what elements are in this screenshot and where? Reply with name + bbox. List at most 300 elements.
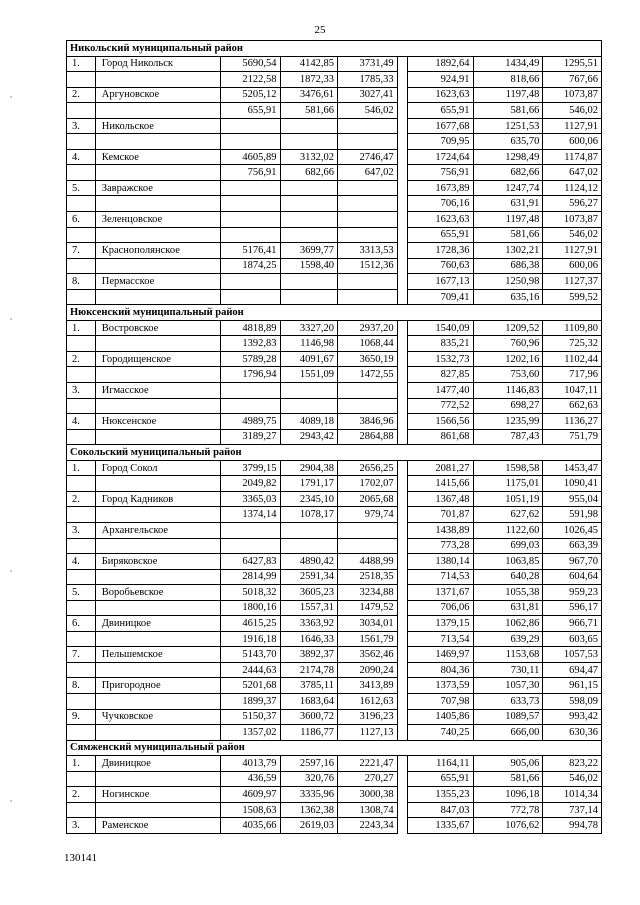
value-cell: 1055,38 bbox=[473, 585, 543, 601]
value-cell: 706,16 bbox=[407, 196, 473, 212]
value-cell: 772,52 bbox=[407, 398, 473, 414]
value-cell: 3600,72 bbox=[280, 709, 337, 725]
settlement-name: Кемское bbox=[95, 149, 220, 165]
column-gap bbox=[397, 491, 407, 507]
row-number bbox=[67, 429, 96, 445]
value-cell: 3365,03 bbox=[220, 491, 280, 507]
row-number: 1. bbox=[67, 56, 96, 72]
value-cell: 1355,23 bbox=[407, 787, 473, 803]
row-number bbox=[67, 289, 96, 305]
row-number bbox=[67, 134, 96, 150]
settlement-name: Аргуновское bbox=[95, 87, 220, 103]
value-cell: 599,52 bbox=[543, 289, 602, 305]
value-cell: 823,22 bbox=[543, 756, 602, 772]
settlement-name: Краснополянское bbox=[95, 243, 220, 259]
row-number: 5. bbox=[67, 180, 96, 196]
value-cell: 581,66 bbox=[280, 103, 337, 119]
row-number bbox=[67, 103, 96, 119]
table-row bbox=[67, 289, 602, 305]
value-cell: 994,78 bbox=[543, 818, 602, 834]
table-row bbox=[67, 662, 602, 678]
settlement-name bbox=[95, 476, 220, 492]
value-cell: 2904,38 bbox=[280, 460, 337, 476]
value-cell: 4488,99 bbox=[338, 554, 398, 570]
value-cell bbox=[220, 180, 280, 196]
table-row bbox=[67, 491, 602, 507]
settlement-name bbox=[95, 569, 220, 585]
column-gap bbox=[397, 507, 407, 523]
value-cell: 773,28 bbox=[407, 538, 473, 554]
row-number: 1. bbox=[67, 756, 96, 772]
table-row bbox=[67, 678, 602, 694]
value-cell: 1415,66 bbox=[407, 476, 473, 492]
table-row bbox=[67, 398, 602, 414]
value-cell: 1392,83 bbox=[220, 336, 280, 352]
value-cell: 581,66 bbox=[473, 771, 543, 787]
value-cell bbox=[338, 118, 398, 134]
value-cell: 5143,70 bbox=[220, 647, 280, 663]
value-cell: 1096,18 bbox=[473, 787, 543, 803]
table-row bbox=[67, 336, 602, 352]
column-gap bbox=[397, 274, 407, 290]
column-gap bbox=[397, 522, 407, 538]
settlement-name bbox=[95, 600, 220, 616]
value-cell: 682,66 bbox=[473, 165, 543, 181]
value-cell: 1122,60 bbox=[473, 522, 543, 538]
value-cell: 546,02 bbox=[338, 103, 398, 119]
value-cell: 1683,64 bbox=[280, 693, 337, 709]
table-row bbox=[67, 756, 602, 772]
value-cell: 753,60 bbox=[473, 367, 543, 383]
value-cell: 2345,10 bbox=[280, 491, 337, 507]
value-cell: 1728,36 bbox=[407, 243, 473, 259]
value-cell: 714,53 bbox=[407, 569, 473, 585]
value-cell: 1073,87 bbox=[543, 87, 602, 103]
value-cell: 603,65 bbox=[543, 631, 602, 647]
settlement-name: Город Никольск bbox=[95, 56, 220, 72]
row-number: 6. bbox=[67, 212, 96, 228]
value-cell: 1724,64 bbox=[407, 149, 473, 165]
value-cell: 4035,66 bbox=[220, 818, 280, 834]
value-cell: 5176,41 bbox=[220, 243, 280, 259]
value-cell: 818,66 bbox=[473, 72, 543, 88]
value-cell: 725,32 bbox=[543, 336, 602, 352]
value-cell: 596,27 bbox=[543, 196, 602, 212]
settlement-name: Зеленцовское bbox=[95, 212, 220, 228]
value-cell: 3892,37 bbox=[280, 647, 337, 663]
value-cell: 4142,85 bbox=[280, 56, 337, 72]
column-gap bbox=[397, 414, 407, 430]
value-cell: 737,14 bbox=[543, 802, 602, 818]
column-gap bbox=[397, 678, 407, 694]
table-row bbox=[67, 522, 602, 538]
value-cell: 5205,12 bbox=[220, 87, 280, 103]
table-row bbox=[67, 569, 602, 585]
value-cell: 655,91 bbox=[407, 103, 473, 119]
value-cell: 1557,31 bbox=[280, 600, 337, 616]
value-cell: 1472,55 bbox=[338, 367, 398, 383]
value-cell: 804,36 bbox=[407, 662, 473, 678]
value-cell: 682,66 bbox=[280, 165, 337, 181]
value-cell bbox=[338, 180, 398, 196]
row-number bbox=[67, 165, 96, 181]
row-number bbox=[67, 196, 96, 212]
district-header-row bbox=[67, 41, 602, 57]
value-cell: 1532,73 bbox=[407, 351, 473, 367]
value-cell: 717,96 bbox=[543, 367, 602, 383]
row-number: 3. bbox=[67, 118, 96, 134]
value-cell: 861,68 bbox=[407, 429, 473, 445]
value-cell: 3327,20 bbox=[280, 320, 337, 336]
table-row bbox=[67, 787, 602, 803]
value-cell: 1677,13 bbox=[407, 274, 473, 290]
settlement-name: Завражское bbox=[95, 180, 220, 196]
table-row bbox=[67, 554, 602, 570]
value-cell: 1551,09 bbox=[280, 367, 337, 383]
value-cell: 633,73 bbox=[473, 693, 543, 709]
column-gap bbox=[397, 196, 407, 212]
value-cell: 1251,53 bbox=[473, 118, 543, 134]
settlement-name bbox=[95, 103, 220, 119]
value-cell: 2518,35 bbox=[338, 569, 398, 585]
scan-mark bbox=[10, 800, 12, 802]
value-cell: 546,02 bbox=[543, 771, 602, 787]
row-number: 9. bbox=[67, 709, 96, 725]
value-cell: 2597,16 bbox=[280, 756, 337, 772]
value-cell: 979,74 bbox=[338, 507, 398, 523]
value-cell: 630,36 bbox=[543, 725, 602, 741]
column-gap bbox=[397, 165, 407, 181]
value-cell: 1197,48 bbox=[473, 212, 543, 228]
column-gap bbox=[397, 725, 407, 741]
column-gap bbox=[397, 87, 407, 103]
value-cell: 2656,25 bbox=[338, 460, 398, 476]
row-number: 4. bbox=[67, 149, 96, 165]
column-gap bbox=[397, 429, 407, 445]
table-row bbox=[67, 693, 602, 709]
value-cell: 3196,23 bbox=[338, 709, 398, 725]
settlement-name bbox=[95, 134, 220, 150]
value-cell: 647,02 bbox=[338, 165, 398, 181]
settlement-name bbox=[95, 802, 220, 818]
value-cell bbox=[280, 522, 337, 538]
value-cell: 1646,33 bbox=[280, 631, 337, 647]
column-gap bbox=[397, 771, 407, 787]
table-row bbox=[67, 72, 602, 88]
value-cell: 3000,38 bbox=[338, 787, 398, 803]
value-cell: 3799,15 bbox=[220, 460, 280, 476]
value-cell: 1357,02 bbox=[220, 725, 280, 741]
value-cell: 2746,47 bbox=[338, 149, 398, 165]
value-cell: 1453,47 bbox=[543, 460, 602, 476]
table-row bbox=[67, 165, 602, 181]
value-cell: 3027,41 bbox=[338, 87, 398, 103]
value-cell bbox=[338, 274, 398, 290]
value-cell: 2081,27 bbox=[407, 460, 473, 476]
column-gap bbox=[397, 460, 407, 476]
value-cell bbox=[338, 289, 398, 305]
column-gap bbox=[397, 616, 407, 632]
value-cell: 1068,44 bbox=[338, 336, 398, 352]
value-cell: 1540,09 bbox=[407, 320, 473, 336]
value-cell: 3335,96 bbox=[280, 787, 337, 803]
value-cell: 2814,99 bbox=[220, 569, 280, 585]
column-gap bbox=[397, 351, 407, 367]
value-cell: 320,76 bbox=[280, 771, 337, 787]
value-cell: 924,91 bbox=[407, 72, 473, 88]
column-gap bbox=[397, 818, 407, 834]
value-cell: 709,95 bbox=[407, 134, 473, 150]
value-cell: 546,02 bbox=[543, 103, 602, 119]
document-code: 130141 bbox=[64, 852, 97, 864]
settlement-name: Двиницкое bbox=[95, 616, 220, 632]
column-gap bbox=[397, 709, 407, 725]
value-cell: 694,47 bbox=[543, 662, 602, 678]
value-cell: 1872,33 bbox=[280, 72, 337, 88]
value-cell: 756,91 bbox=[407, 165, 473, 181]
value-cell: 1127,91 bbox=[543, 118, 602, 134]
row-number bbox=[67, 662, 96, 678]
value-cell: 4605,89 bbox=[220, 149, 280, 165]
value-cell: 967,70 bbox=[543, 554, 602, 570]
value-cell: 760,96 bbox=[473, 336, 543, 352]
value-cell: 1124,12 bbox=[543, 180, 602, 196]
settlement-name bbox=[95, 367, 220, 383]
column-gap bbox=[397, 212, 407, 228]
value-cell: 635,16 bbox=[473, 289, 543, 305]
value-cell: 1146,83 bbox=[473, 383, 543, 399]
settlement-name bbox=[95, 771, 220, 787]
row-number bbox=[67, 631, 96, 647]
value-cell: 1089,57 bbox=[473, 709, 543, 725]
table-row bbox=[67, 103, 602, 119]
value-cell: 701,87 bbox=[407, 507, 473, 523]
table-row bbox=[67, 802, 602, 818]
settlement-name bbox=[95, 196, 220, 212]
value-cell: 1916,18 bbox=[220, 631, 280, 647]
value-cell: 1367,48 bbox=[407, 491, 473, 507]
value-cell: 4989,75 bbox=[220, 414, 280, 430]
value-cell bbox=[220, 289, 280, 305]
value-cell: 1109,80 bbox=[543, 320, 602, 336]
value-cell: 1791,17 bbox=[280, 476, 337, 492]
settlement-name: Нюксенское bbox=[95, 414, 220, 430]
value-cell: 1612,63 bbox=[338, 693, 398, 709]
row-number: 8. bbox=[67, 678, 96, 694]
table-row bbox=[67, 383, 602, 399]
value-cell: 1174,87 bbox=[543, 149, 602, 165]
column-gap bbox=[397, 600, 407, 616]
value-cell: 3363,92 bbox=[280, 616, 337, 632]
table-row bbox=[67, 585, 602, 601]
value-cell: 2243,34 bbox=[338, 818, 398, 834]
row-number bbox=[67, 538, 96, 554]
value-cell: 1197,48 bbox=[473, 87, 543, 103]
value-cell: 1078,17 bbox=[280, 507, 337, 523]
value-cell: 3034,01 bbox=[338, 616, 398, 632]
settlement-name: Город Сокол bbox=[95, 460, 220, 476]
settlement-name: Чучковское bbox=[95, 709, 220, 725]
value-cell: 3476,61 bbox=[280, 87, 337, 103]
scan-mark bbox=[10, 570, 12, 572]
value-cell: 1380,14 bbox=[407, 554, 473, 570]
row-number bbox=[67, 367, 96, 383]
value-cell: 1073,87 bbox=[543, 212, 602, 228]
value-cell: 4089,18 bbox=[280, 414, 337, 430]
row-number bbox=[67, 398, 96, 414]
value-cell: 3731,49 bbox=[338, 56, 398, 72]
value-cell: 1302,21 bbox=[473, 243, 543, 259]
row-number: 6. bbox=[67, 616, 96, 632]
value-cell: 1057,30 bbox=[473, 678, 543, 694]
table-row bbox=[67, 460, 602, 476]
value-cell: 604,64 bbox=[543, 569, 602, 585]
settlement-name: Игмасское bbox=[95, 383, 220, 399]
column-gap bbox=[397, 149, 407, 165]
column-gap bbox=[397, 756, 407, 772]
value-cell: 1785,33 bbox=[338, 72, 398, 88]
settlement-name: Востровское bbox=[95, 320, 220, 336]
settlement-name: Архангельское bbox=[95, 522, 220, 538]
table-row bbox=[67, 647, 602, 663]
value-cell: 707,98 bbox=[407, 693, 473, 709]
row-number: 2. bbox=[67, 87, 96, 103]
value-cell: 1379,15 bbox=[407, 616, 473, 632]
settlement-name: Город Кадников bbox=[95, 491, 220, 507]
column-gap bbox=[397, 585, 407, 601]
value-cell: 270,27 bbox=[338, 771, 398, 787]
value-cell: 2943,42 bbox=[280, 429, 337, 445]
value-cell: 3650,19 bbox=[338, 351, 398, 367]
column-gap bbox=[397, 802, 407, 818]
table-row bbox=[67, 476, 602, 492]
value-cell bbox=[220, 196, 280, 212]
value-cell: 1479,52 bbox=[338, 600, 398, 616]
value-cell bbox=[338, 196, 398, 212]
row-number: 1. bbox=[67, 460, 96, 476]
value-cell: 635,70 bbox=[473, 134, 543, 150]
value-cell: 1047,11 bbox=[543, 383, 602, 399]
column-gap bbox=[397, 383, 407, 399]
table-row bbox=[67, 631, 602, 647]
row-number bbox=[67, 258, 96, 274]
value-cell: 1561,79 bbox=[338, 631, 398, 647]
value-cell: 655,91 bbox=[220, 103, 280, 119]
district-title: Нюксенский муниципальный район bbox=[67, 305, 602, 321]
row-number: 7. bbox=[67, 243, 96, 259]
value-cell: 1247,74 bbox=[473, 180, 543, 196]
value-cell: 1796,94 bbox=[220, 367, 280, 383]
table-row bbox=[67, 351, 602, 367]
value-cell: 709,41 bbox=[407, 289, 473, 305]
table-row bbox=[67, 196, 602, 212]
value-cell: 631,81 bbox=[473, 600, 543, 616]
settlement-name bbox=[95, 507, 220, 523]
row-number bbox=[67, 507, 96, 523]
column-gap bbox=[397, 134, 407, 150]
value-cell: 3189,27 bbox=[220, 429, 280, 445]
value-cell: 740,25 bbox=[407, 725, 473, 741]
value-cell: 5789,28 bbox=[220, 351, 280, 367]
value-cell: 1186,77 bbox=[280, 725, 337, 741]
settlement-name bbox=[95, 538, 220, 554]
value-cell bbox=[280, 134, 337, 150]
value-cell bbox=[280, 118, 337, 134]
table-row bbox=[67, 414, 602, 430]
value-cell: 1373,59 bbox=[407, 678, 473, 694]
settlement-name bbox=[95, 258, 220, 274]
value-cell: 639,29 bbox=[473, 631, 543, 647]
value-cell: 666,00 bbox=[473, 725, 543, 741]
value-cell: 1298,49 bbox=[473, 149, 543, 165]
row-number: 4. bbox=[67, 414, 96, 430]
value-cell: 1175,01 bbox=[473, 476, 543, 492]
value-cell: 1209,52 bbox=[473, 320, 543, 336]
value-cell bbox=[220, 383, 280, 399]
row-number bbox=[67, 227, 96, 243]
value-cell: 3132,02 bbox=[280, 149, 337, 165]
value-cell: 1434,49 bbox=[473, 56, 543, 72]
table-row bbox=[67, 600, 602, 616]
value-cell: 591,98 bbox=[543, 507, 602, 523]
district-title: Сямженский муниципальный район bbox=[67, 740, 602, 756]
settlement-name bbox=[95, 725, 220, 741]
value-cell: 1146,98 bbox=[280, 336, 337, 352]
value-cell: 787,43 bbox=[473, 429, 543, 445]
value-cell: 2221,47 bbox=[338, 756, 398, 772]
settlement-name bbox=[95, 227, 220, 243]
row-number bbox=[67, 476, 96, 492]
value-cell: 1057,53 bbox=[543, 647, 602, 663]
value-cell: 3699,77 bbox=[280, 243, 337, 259]
value-cell: 1250,98 bbox=[473, 274, 543, 290]
value-cell: 1405,86 bbox=[407, 709, 473, 725]
value-cell: 966,71 bbox=[543, 616, 602, 632]
column-gap bbox=[397, 647, 407, 663]
column-gap bbox=[397, 258, 407, 274]
column-gap bbox=[397, 56, 407, 72]
value-cell bbox=[280, 180, 337, 196]
table-row bbox=[67, 212, 602, 228]
value-cell bbox=[220, 522, 280, 538]
settlement-name bbox=[95, 336, 220, 352]
value-cell bbox=[338, 134, 398, 150]
value-cell: 598,09 bbox=[543, 693, 602, 709]
table-row bbox=[67, 367, 602, 383]
value-cell: 751,79 bbox=[543, 429, 602, 445]
value-cell: 4818,89 bbox=[220, 320, 280, 336]
column-gap bbox=[397, 398, 407, 414]
value-cell: 655,91 bbox=[407, 227, 473, 243]
settlement-name bbox=[95, 631, 220, 647]
value-cell: 2619,03 bbox=[280, 818, 337, 834]
value-cell: 847,03 bbox=[407, 802, 473, 818]
row-number: 3. bbox=[67, 818, 96, 834]
value-cell: 1702,07 bbox=[338, 476, 398, 492]
value-cell: 5690,54 bbox=[220, 56, 280, 72]
value-cell: 993,42 bbox=[543, 709, 602, 725]
value-cell: 3605,23 bbox=[280, 585, 337, 601]
value-cell: 1800,16 bbox=[220, 600, 280, 616]
value-cell: 1899,37 bbox=[220, 693, 280, 709]
value-cell: 2065,68 bbox=[338, 491, 398, 507]
table-row bbox=[67, 87, 602, 103]
tariff-table bbox=[66, 40, 602, 834]
column-gap bbox=[397, 662, 407, 678]
settlement-name: Городищенское bbox=[95, 351, 220, 367]
value-cell bbox=[338, 398, 398, 414]
settlement-name: Ногинское bbox=[95, 787, 220, 803]
